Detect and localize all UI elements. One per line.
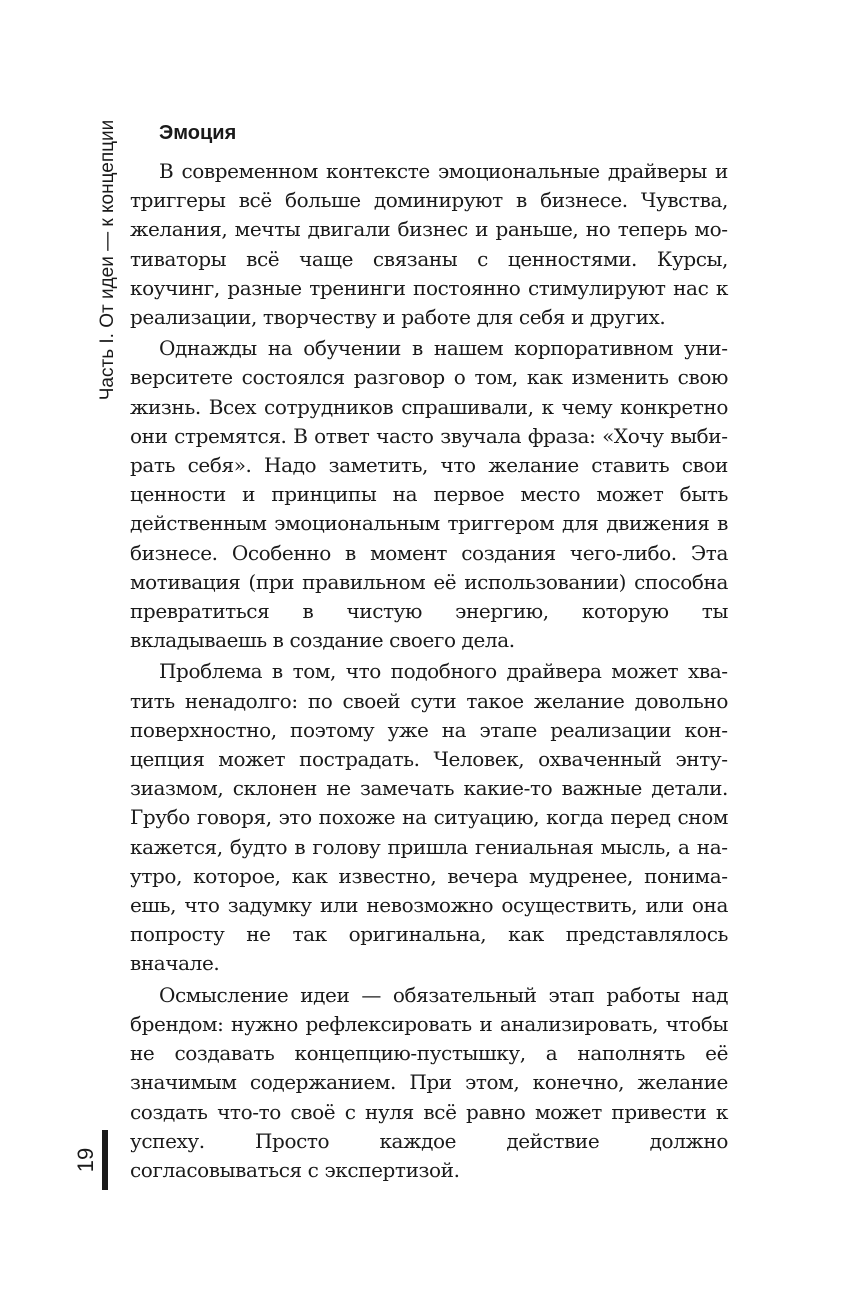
text-body: [130, 116, 728, 1185]
folio: [73, 1130, 112, 1194]
paragraph: В современном контексте эмоциональные драйверы и триггеры всё больше доминируют в бизнесе. Чувства, желания, мечты двигали бизнес и раньше, но теперь мотиваторы всё чаще связаны с ценностями. Курсы, коучинг, разные тренинги постоянно стимулируют нас к реализации, творчеству и работе для себя и других.: [130, 159, 728, 330]
section-heading: Эмоция: [159, 122, 237, 144]
paragraph: Проблема в том, что подобного драйвера может хватить ненадолго: по своей сути такое желание довольно поверхностно, поэтому уже на этапе реализации концепция может пострадать. Человек, охваченный энтузиазмом, склонен не замечать какие-то важные детали. Грубо говоря, это похоже на ситуацию, когда перед сном кажется, будто в голову пришла гениальная мысль, а наутро, которое, как известно, вечера мудренее, понимаешь, что задумку или невозможно осуществить, или она попросту не так оригинальна, как представлялось вначале.: [130, 659, 728, 976]
running-head-text: Часть I. От идеи — к концепции: [97, 119, 118, 401]
paragraph: Осмысление идеи — обязательный этап работы над брендом: нужно рефлексировать и анализировать, чтобы не создавать концепцию-пустышку, а наполнять её значимым содержанием. При этом, конечно, желание создать что-то своё с нуля всё равно может привести к успеху. Просто каждое действие должно согласовываться с экспертизой.: [130, 982, 728, 1182]
paragraph: Однажды на обучении в нашем корпоративном университете состоялся разговор о том, как изменить свою жизнь. Всех сотрудников спрашивали, к чему конкретно они стремятся. В ответ часто звучала фраза: «Хочу выбирать себя». Надо заметить, что желание ставить свои ценности и принципы на первое место может быть действенным эмоциональным триггером для движения в бизнесе. Особенно в момент создания чего-либо. Эта мотивация (при правильном её использовании) способна превратиться в чистую энергию, которую ты вкладываешь в создание своего дела.: [130, 336, 728, 653]
page-number: 19: [73, 1147, 98, 1173]
folio-bar: [102, 1130, 108, 1190]
